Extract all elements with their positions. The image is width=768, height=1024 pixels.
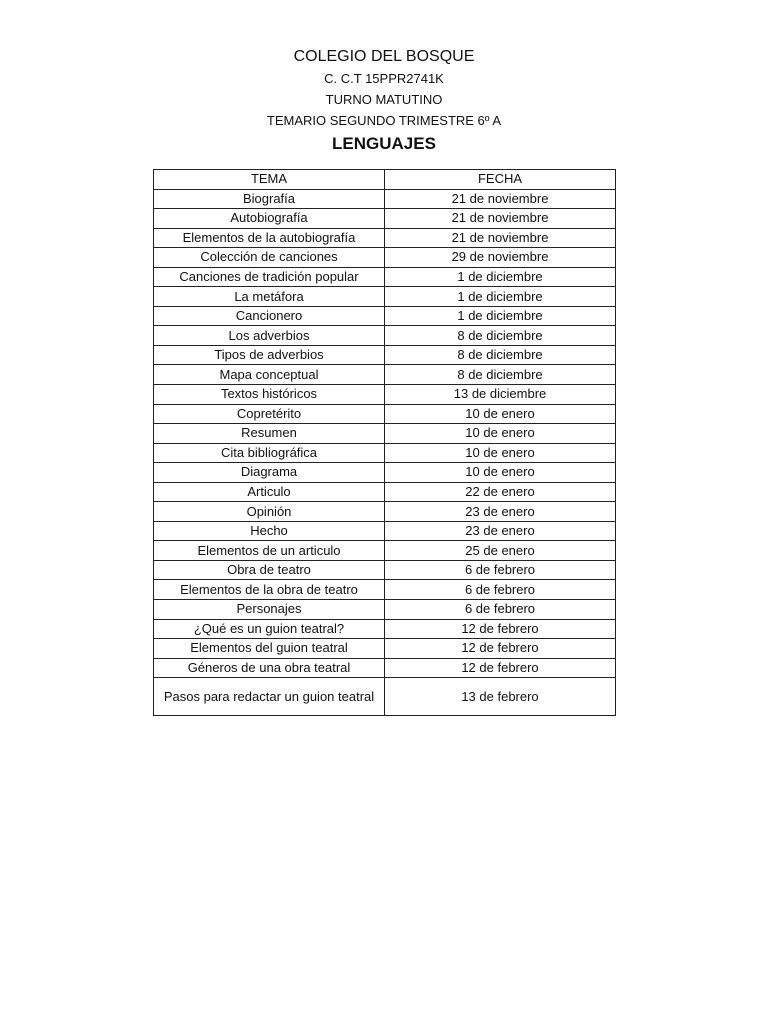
cell-fecha: 21 de noviembre: [385, 209, 616, 229]
cell-tema: Hecho: [154, 521, 385, 541]
cell-fecha: 8 de diciembre: [385, 326, 616, 346]
cell-tema: Elementos de un articulo: [154, 541, 385, 561]
cell-fecha: 10 de enero: [385, 404, 616, 424]
table-row: [154, 443, 616, 463]
cell-fecha: 10 de enero: [385, 443, 616, 463]
syllabus-table: [153, 169, 616, 716]
table-row: [154, 639, 616, 659]
table-row: [154, 619, 616, 639]
cell-fecha: 23 de enero: [385, 521, 616, 541]
cell-tema: Canciones de tradición popular: [154, 267, 385, 287]
cell-tema: Cita bibliográfica: [154, 443, 385, 463]
school-shift: TURNO MATUTINO: [325, 92, 443, 107]
document-header: [0, 46, 768, 156]
term-title: TEMARIO SEGUNDO TRIMESTRE 6º A: [266, 113, 502, 128]
column-header-fecha: FECHA: [385, 170, 616, 190]
cell-tema: Mapa conceptual: [154, 365, 385, 385]
table-row: [154, 678, 616, 716]
cell-fecha: 6 de febrero: [385, 600, 616, 620]
cell-tema: Resumen: [154, 424, 385, 444]
cell-tema: Pasos para redactar un guion teatral: [154, 678, 385, 716]
table-row: [154, 463, 616, 483]
cell-tema: Biografía: [154, 189, 385, 209]
cell-fecha: 21 de noviembre: [385, 228, 616, 248]
cell-fecha: 23 de enero: [385, 502, 616, 522]
table-row: [154, 502, 616, 522]
cell-tema: Cancionero: [154, 306, 385, 326]
table-row: [154, 209, 616, 229]
table-row: [154, 580, 616, 600]
cell-tema: Textos históricos: [154, 385, 385, 405]
table-row: [154, 326, 616, 346]
column-header-tema: TEMA: [154, 170, 385, 190]
school-name: COLEGIO DEL BOSQUE: [293, 48, 475, 65]
table-row: [154, 189, 616, 209]
cell-fecha: 8 de diciembre: [385, 345, 616, 365]
table-row: [154, 267, 616, 287]
table-row: [154, 306, 616, 326]
cell-tema: Opinión: [154, 502, 385, 522]
cell-tema: Los adverbios: [154, 326, 385, 346]
cell-fecha: 1 de diciembre: [385, 287, 616, 307]
table-row: [154, 228, 616, 248]
cell-fecha: 6 de febrero: [385, 560, 616, 580]
cell-fecha: 13 de diciembre: [385, 385, 616, 405]
cell-tema: ¿Qué es un guion teatral?: [154, 619, 385, 639]
cell-tema: Autobiografía: [154, 209, 385, 229]
table-row: [154, 600, 616, 620]
table-row: [154, 345, 616, 365]
cell-fecha: 1 de diciembre: [385, 306, 616, 326]
cell-fecha: 21 de noviembre: [385, 189, 616, 209]
cell-fecha: 29 de noviembre: [385, 248, 616, 268]
cell-fecha: 10 de enero: [385, 463, 616, 483]
table-row: [154, 248, 616, 268]
table-row: [154, 404, 616, 424]
cell-tema: Obra de teatro: [154, 560, 385, 580]
cell-fecha: 13 de febrero: [385, 678, 616, 716]
cell-tema: Tipos de adverbios: [154, 345, 385, 365]
cell-fecha: 25 de enero: [385, 541, 616, 561]
cell-fecha: 8 de diciembre: [385, 365, 616, 385]
table-row: [154, 482, 616, 502]
table-row: [154, 658, 616, 678]
table-row: [154, 287, 616, 307]
school-cct: C. C.T 15PPR2741K: [324, 71, 444, 86]
cell-fecha: 6 de febrero: [385, 580, 616, 600]
table-row: [154, 365, 616, 385]
table-row: [154, 521, 616, 541]
cell-tema: Diagrama: [154, 463, 385, 483]
cell-tema: Colección de canciones: [154, 248, 385, 268]
cell-fecha: 12 de febrero: [385, 658, 616, 678]
table-row: [154, 424, 616, 444]
table-row: [154, 385, 616, 405]
table-row: [154, 541, 616, 561]
cell-fecha: 10 de enero: [385, 424, 616, 444]
cell-fecha: 12 de febrero: [385, 639, 616, 659]
cell-fecha: 12 de febrero: [385, 619, 616, 639]
cell-tema: Personajes: [154, 600, 385, 620]
cell-tema: Elementos del guion teatral: [154, 639, 385, 659]
cell-tema: Articulo: [154, 482, 385, 502]
table-row: [154, 560, 616, 580]
cell-tema: Copretérito: [154, 404, 385, 424]
cell-fecha: 22 de enero: [385, 482, 616, 502]
cell-tema: Géneros de una obra teatral: [154, 658, 385, 678]
table-header-row: [154, 170, 616, 190]
cell-tema: Elementos de la obra de teatro: [154, 580, 385, 600]
cell-fecha: 1 de diciembre: [385, 267, 616, 287]
subject-title: LENGUAJES: [332, 134, 436, 153]
cell-tema: Elementos de la autobiografía: [154, 228, 385, 248]
cell-tema: La metáfora: [154, 287, 385, 307]
